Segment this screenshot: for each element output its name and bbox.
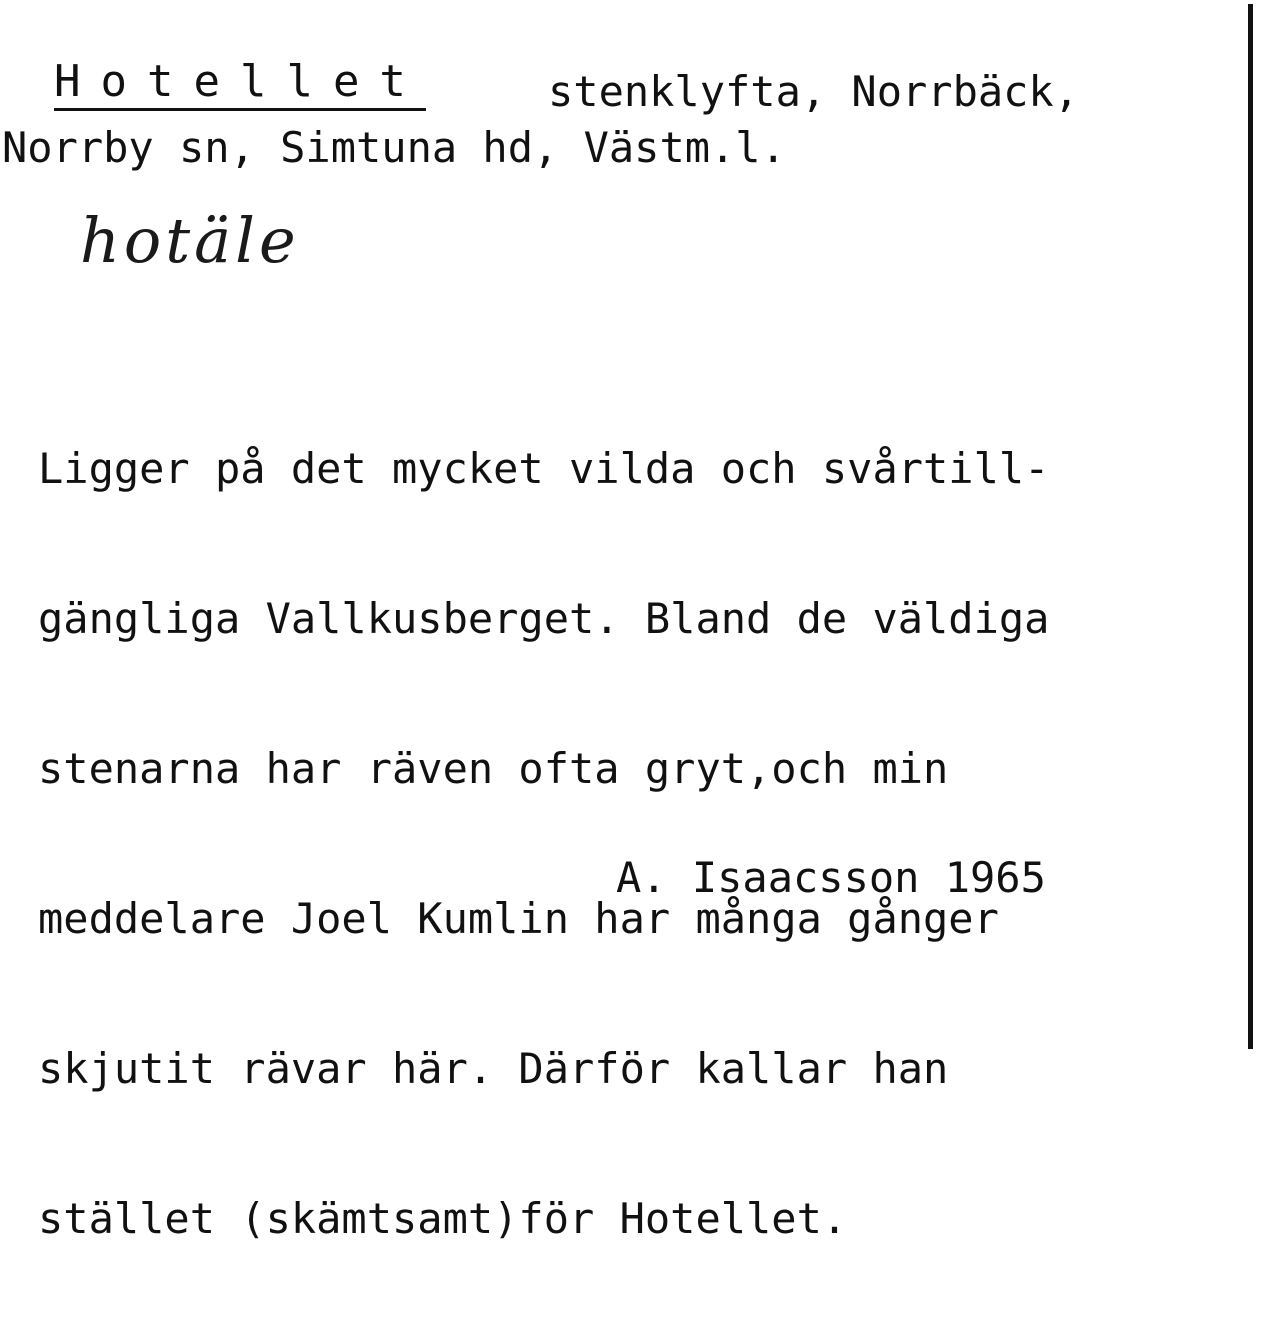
signature: A. Isaacsson 1965 bbox=[616, 853, 1046, 902]
description-line: Ligger på det mycket vilda och svårtill- bbox=[38, 444, 1050, 493]
description-line: stenarna har räven ofta gryt,och min bbox=[38, 744, 949, 793]
description-line: stället (skämtsamt)för Hotellet. bbox=[38, 1194, 848, 1243]
description-line: meddelare Joel Kumlin har många gånger bbox=[38, 894, 999, 943]
description-line: skjutit rävar här. Därför kallar han bbox=[38, 1044, 949, 1093]
locality-line-1: stenklyfta, Norrbäck, bbox=[548, 67, 1080, 116]
description bbox=[38, 344, 1253, 1344]
locality-line-2: Norrby sn, Simtuna hd, Västm.l. bbox=[2, 123, 786, 172]
handwritten-pronunciation: hotäle bbox=[80, 204, 300, 277]
headword: Hotellet bbox=[54, 58, 426, 111]
description-line: gängliga Vallkusberget. Bland de väldiga bbox=[38, 594, 1050, 643]
